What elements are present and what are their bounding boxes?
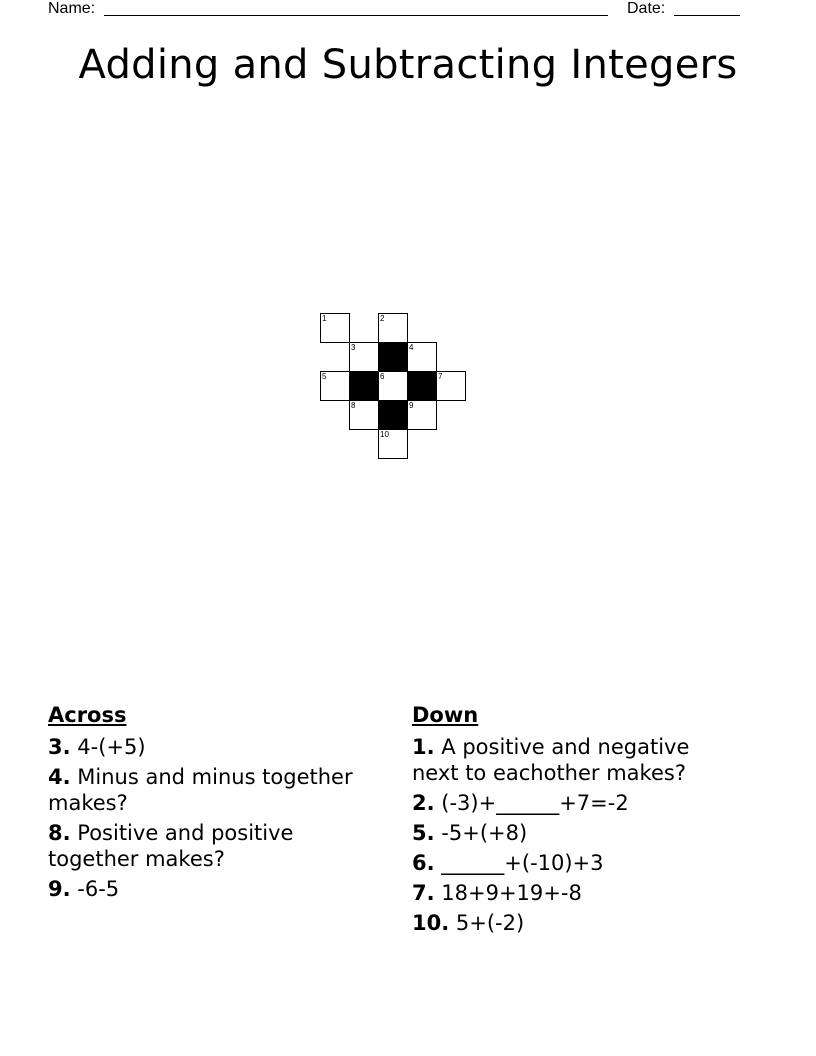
date-field[interactable] (674, 15, 740, 16)
name-label: Name: (48, 0, 96, 17)
clue-item-number: 9. (48, 877, 71, 901)
clue-item (412, 734, 742, 786)
blocked-cell (349, 371, 379, 401)
clue-item-number: 6. (412, 851, 435, 875)
clue-item-text: 4-(+5) (77, 735, 146, 759)
crossword-cell[interactable] (378, 313, 408, 343)
crossword-cell[interactable] (436, 371, 466, 401)
clue-item-text: (-3)+______+7=-2 (441, 791, 629, 815)
crossword-cell[interactable] (378, 371, 408, 401)
date-label: Date: (627, 0, 666, 17)
across-heading: Across (48, 703, 127, 727)
clue-number: 3 (351, 343, 356, 352)
clue-number: 6 (380, 372, 385, 381)
name-date-line (48, 0, 740, 20)
blocked-cell (378, 342, 408, 372)
crossword-cell[interactable] (320, 313, 350, 343)
clue-item (48, 820, 378, 872)
clue-item-text: 5+(-2) (455, 911, 525, 935)
clue-item-number: 7. (412, 881, 435, 905)
across-clues (48, 702, 378, 906)
clue-number: 7 (438, 372, 443, 381)
crossword-grid (320, 313, 470, 463)
clue-item-number: 5. (412, 821, 435, 845)
clue-item-number: 1. (412, 735, 435, 759)
clue-item-text: -6-5 (77, 877, 120, 901)
crossword-cell[interactable] (349, 342, 379, 372)
clue-item-text: 18+9+19+-8 (441, 881, 582, 905)
clue-number: 9 (409, 401, 414, 410)
down-heading: Down (412, 703, 479, 727)
crossword-cell[interactable] (349, 400, 379, 430)
clue-number: 8 (351, 401, 356, 410)
clue-item-text: Positive and positive together makes? (48, 821, 294, 871)
clue-number: 5 (322, 372, 327, 381)
crossword-cell[interactable] (378, 429, 408, 459)
clue-item (412, 850, 742, 876)
clue-item-text: A positive and negative next to eachother makes? (412, 735, 690, 785)
clue-item (412, 790, 742, 816)
clue-item (48, 764, 378, 816)
clue-item-number: 10. (412, 911, 450, 935)
clue-item (412, 820, 742, 846)
clue-item (412, 880, 742, 906)
crossword-cell[interactable] (407, 400, 437, 430)
clue-item-text: ______+(-10)+3 (441, 851, 604, 875)
clue-item (48, 876, 378, 902)
clue-number: 1 (322, 314, 327, 323)
crossword-cell[interactable] (320, 371, 350, 401)
blocked-cell (407, 371, 437, 401)
blocked-cell (378, 400, 408, 430)
name-field[interactable] (104, 15, 608, 16)
page-title: Adding and Subtracting Integers (78, 42, 738, 88)
clue-item-text: -5+(+8) (441, 821, 528, 845)
clue-item-number: 8. (48, 821, 71, 845)
clue-item (48, 734, 378, 760)
clue-item-text: Minus and minus together makes? (48, 765, 353, 815)
clue-number: 10 (380, 430, 389, 439)
clue-item-number: 4. (48, 765, 71, 789)
clue-item (412, 910, 742, 936)
clue-number: 4 (409, 343, 414, 352)
clue-number: 2 (380, 314, 385, 323)
clue-item-number: 3. (48, 735, 71, 759)
crossword-cell[interactable] (407, 342, 437, 372)
clue-item-number: 2. (412, 791, 435, 815)
down-clues (412, 702, 742, 940)
